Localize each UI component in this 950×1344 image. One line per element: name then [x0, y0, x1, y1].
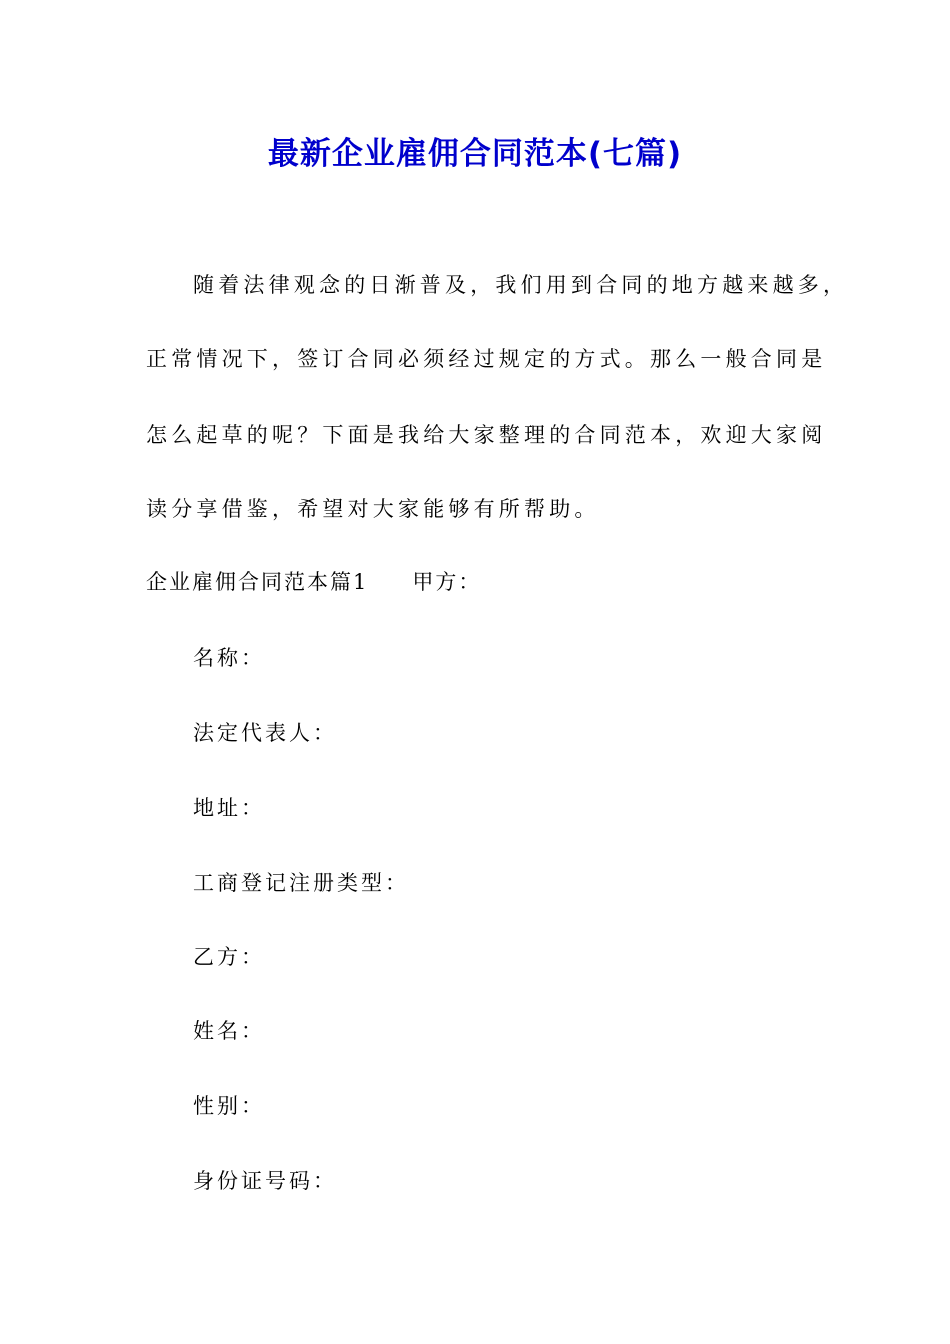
- field-name: 名称：: [193, 646, 265, 670]
- section-heading: 企业雇佣合同范本篇1: [146, 570, 369, 594]
- intro-line-3: 怎么起草的呢？下面是我给大家整理的合同范本，欢迎大家阅: [146, 423, 827, 447]
- field-id-number: 身份证号码：: [193, 1169, 337, 1193]
- party-a-label: 甲方：: [412, 570, 482, 594]
- document-title: 最新企业雇佣合同范本(七篇): [267, 136, 683, 172]
- field-gender: 性别：: [193, 1094, 265, 1118]
- field-address: 地址：: [193, 796, 265, 820]
- intro-line-2: 正常情况下，签订合同必须经过规定的方式。那么一般合同是: [146, 347, 827, 371]
- field-legal-representative: 法定代表人：: [193, 721, 337, 745]
- field-party-b: 乙方：: [193, 945, 265, 969]
- field-person-name: 姓名：: [193, 1019, 265, 1043]
- intro-line-1: 随着法律观念的日渐普及，我们用到合同的地方越来越多，: [193, 273, 849, 297]
- intro-line-4: 读分享借鉴，希望对大家能够有所帮助。: [146, 497, 600, 521]
- field-registration-type: 工商登记注册类型：: [193, 871, 409, 895]
- section-heading-row: [146, 567, 481, 597]
